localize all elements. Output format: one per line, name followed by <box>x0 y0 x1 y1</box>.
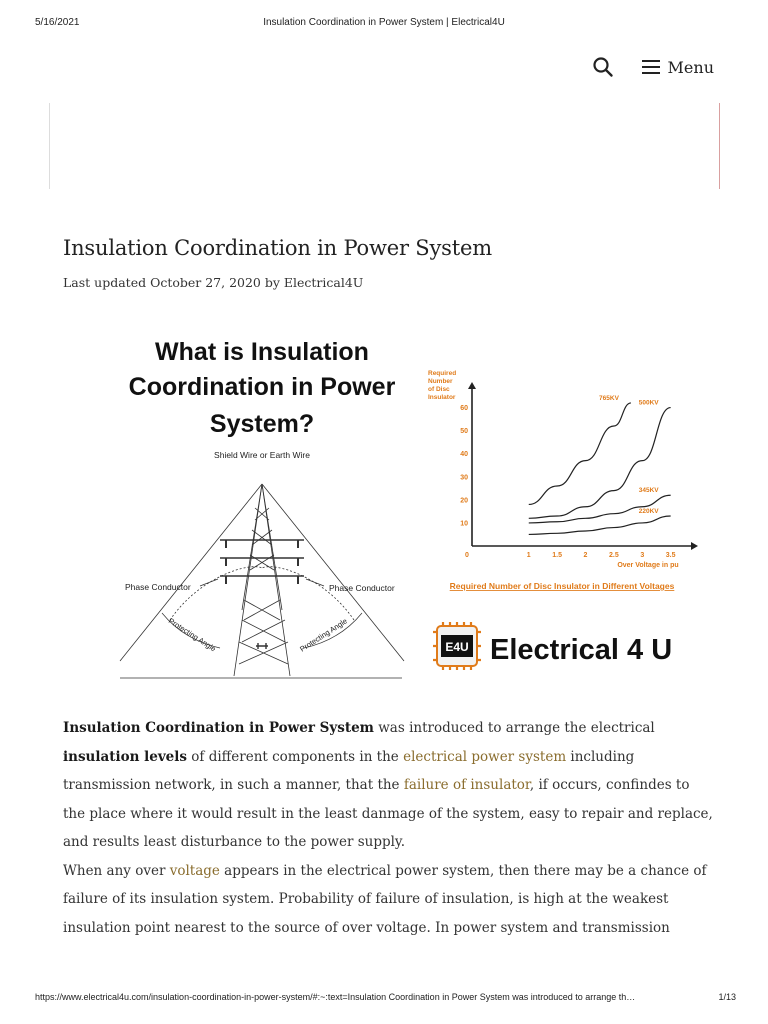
strong-term-insulation-coordination: Insulation Coordination in Power System <box>63 720 374 736</box>
chart-xlabel: Over Voltage in pu <box>617 562 679 569</box>
disc-insulator-chart <box>460 382 698 559</box>
chart-y-tick: 50 <box>460 428 468 436</box>
chart-ylabel-line-1: Required <box>428 370 457 377</box>
chart-series-label-500kv: 500KV <box>638 399 659 407</box>
chart-series-line-765kv <box>529 403 631 505</box>
chart-series-label-345kv: 345KV <box>638 487 659 495</box>
text-run: including transmission network, in such a manner, that the <box>63 748 635 793</box>
logo-text: Electrical 4 U <box>490 634 673 666</box>
site-nav <box>592 54 714 80</box>
link-voltage[interactable]: voltage <box>169 862 220 879</box>
link-failure-of-insulator[interactable]: failure of insulator <box>403 777 530 793</box>
text-run: , if occurs, confindes to the place where it would result in the least danmage of the system, easy to repair and replace, and results least disturbance to the power supply. <box>63 777 713 850</box>
chart-x-tick: 2 <box>583 552 588 559</box>
chart-x-tick: 0 <box>465 552 469 559</box>
ad-slot <box>49 103 720 189</box>
chart-x-tick: 3 <box>640 552 645 559</box>
paragraph-over-voltage <box>63 857 713 943</box>
print-header <box>0 17 768 31</box>
article-body <box>63 714 713 942</box>
figure-heading-line-2: Coordination in Power <box>128 373 396 401</box>
chart-y-tick: 20 <box>460 497 468 505</box>
chart-ylabel-line-2: Number <box>428 378 453 385</box>
chart-x-arrow <box>691 542 698 550</box>
protecting-angle-right-label: Protecting Angle <box>298 616 349 654</box>
print-footer <box>0 992 768 1006</box>
link-electrical-power-system[interactable]: electrical power system <box>403 748 567 765</box>
chart-x-tick: 1.5 <box>552 552 563 559</box>
strong-term-insulation-levels: insulation levels <box>63 748 187 765</box>
text-run: When any over <box>63 862 170 879</box>
shield-wire-label: Shield Wire or Earth Wire <box>214 450 310 460</box>
menu-label: Menu <box>667 57 714 77</box>
chart-y-arrow <box>468 382 476 389</box>
text-run: appears in the electrical power system, then there may be a chance of failure of its insulation system. Probability of failure of insulation, is high at the weakest insulation point nearest to the source of over voltage. In power system and transmission <box>63 862 707 936</box>
chart-y-tick: 60 <box>460 405 468 413</box>
chart-series-label-220kv: 220KV <box>638 508 659 515</box>
chart-x-tick: 2.5 <box>609 552 619 559</box>
chart-ylabel-line-3: of Disc <box>428 386 450 393</box>
chart-caption: Required Number of Disc Insulator in Different Voltages <box>449 581 675 591</box>
protecting-angle-left-label: Protecting Angle <box>166 616 218 654</box>
page-counter: 1/13 <box>718 992 736 1002</box>
chart-y-tick: 30 <box>460 474 468 482</box>
chart-ylabel <box>428 370 458 401</box>
chart-y-tick: 40 <box>460 451 468 459</box>
electrical4u-logo <box>433 622 672 670</box>
chart-series-line-220kv <box>529 516 671 534</box>
paragraph-intro <box>63 714 713 857</box>
article-byline: Last updated October 27, 2020 by Electrical4U <box>63 275 364 290</box>
ad-border-left <box>49 103 50 189</box>
print-url: https://www.electrical4u.com/insulation-coordination-in-power-system/#:~:text=Insulation Coordination in Power System was introduced to arrange th… <box>35 992 636 1002</box>
search-icon[interactable] <box>592 56 614 78</box>
print-date: 5/16/2021 <box>35 17 80 28</box>
text-run: of different components in the <box>187 748 404 765</box>
chart-y-tick: 10 <box>460 520 468 528</box>
chart-ylabel-line-4: Insulator <box>428 394 456 401</box>
text-run: was introduced to arrange the electrical <box>373 720 655 736</box>
tower-drawing <box>120 484 404 678</box>
phase-conductor-right-label: Phase Conductor <box>329 583 395 593</box>
chart-x-tick: 1 <box>526 552 531 559</box>
hamburger-icon <box>642 60 660 74</box>
article-title: Insulation Coordination in Power System <box>63 236 492 260</box>
phase-conductor-left-label: Phase Conductor <box>125 582 191 592</box>
menu-button[interactable] <box>642 58 714 77</box>
figure-heading-line-3: System? <box>209 410 315 438</box>
chart-series-label-765kv: 765KV <box>599 394 619 402</box>
figure-heading-line-1: What is Insulation <box>155 338 369 366</box>
print-document-title: Insulation Coordination in Power System | Electrical4U <box>263 17 505 28</box>
ad-border-right <box>719 103 720 189</box>
featured-image <box>110 330 710 682</box>
chart-x-tick: 3.5 <box>665 552 676 559</box>
logo-badge-text: E4U <box>445 640 469 654</box>
chart-series-line-500kv <box>529 408 671 519</box>
